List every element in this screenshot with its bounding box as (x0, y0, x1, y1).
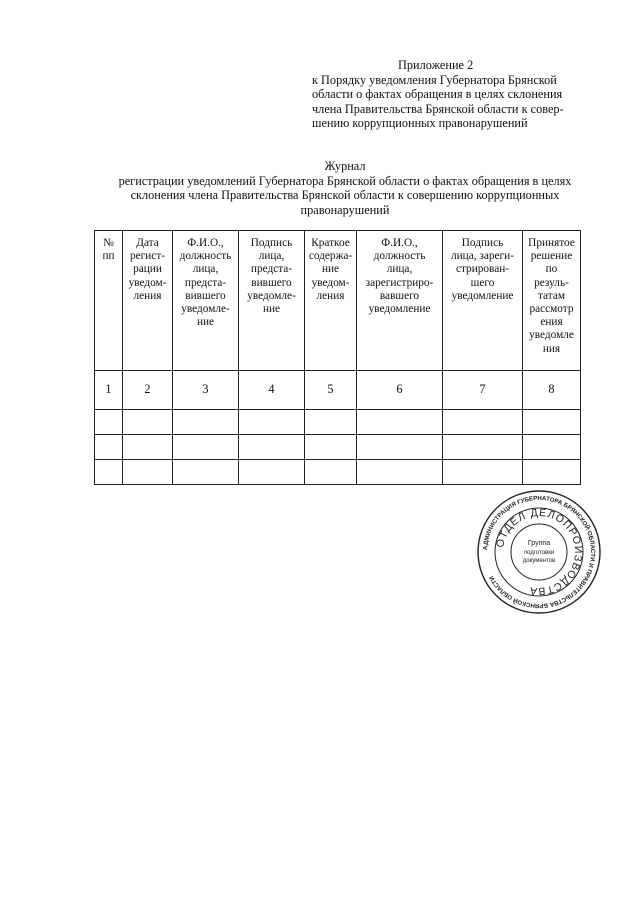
table-row (95, 410, 581, 435)
column-number: 8 (523, 371, 581, 410)
table-cell (173, 460, 239, 485)
registration-table (94, 230, 581, 485)
table-cell (239, 410, 305, 435)
header-registrar-signature: Подпись лица, зареги- стрирован- шего уведомление (443, 231, 523, 371)
table-header-row (95, 231, 581, 371)
table-row (95, 435, 581, 460)
seal-center-line: Группа (527, 540, 551, 547)
table-cell (95, 460, 123, 485)
column-number: 5 (305, 371, 357, 410)
table-cell (357, 410, 443, 435)
official-seal (476, 489, 602, 615)
column-number: 2 (123, 371, 173, 410)
table-cell (95, 410, 123, 435)
header-number: № пп (95, 231, 123, 371)
appendix-title: Приложение 2 (398, 58, 474, 72)
header-submitter-signature: Подпись лица, предста- вившего уведомле- ние (239, 231, 305, 371)
seal-center-line: документов (522, 558, 556, 564)
table-cell (123, 435, 173, 460)
table-cell (95, 435, 123, 460)
journal-subtitle-line: склонения члена Правительства Брянской области к совершению коррупционных (130, 188, 560, 202)
table-number-row (95, 371, 581, 410)
seal-inner-text: ОТДЕЛ ДЕЛОПРОИЗВОДСТВА (494, 506, 585, 598)
column-number: 6 (357, 371, 443, 410)
appendix-line: области о фактах обращения в целях склонения (312, 87, 563, 101)
journal-heading (100, 159, 590, 217)
table-cell (239, 460, 305, 485)
column-number: 4 (239, 371, 305, 410)
column-number: 7 (443, 371, 523, 410)
table-cell (523, 435, 581, 460)
table-cell (239, 435, 305, 460)
table-cell (305, 460, 357, 485)
journal-subtitle-line: правонарушений (300, 202, 390, 217)
journal-subtitle-line: регистрации уведомлений Губернатора Брянской области о фактах обращения в целях (118, 173, 572, 188)
column-number: 1 (95, 371, 123, 410)
table-cell (173, 410, 239, 435)
header-summary: Краткое содержа- ние уведом- ления (305, 231, 357, 371)
appendix-block (312, 58, 582, 131)
table-cell (443, 460, 523, 485)
appendix-line: к Порядку уведомления Губернатора Брянской (312, 72, 557, 87)
table-cell (305, 410, 357, 435)
seal-outer-text: АДМИНИСТРАЦИЯ ГУБЕРНАТОРА БРЯНСКОЙ ОБЛАСТИ И ПРАВИТЕЛЬСТВА БРЯНСКОЙ ОБЛАСТИ (482, 494, 597, 610)
column-number: 3 (173, 371, 239, 410)
header-registrar-name: Ф.И.О., должность лица, зарегистриро- вавшего уведомление (357, 231, 443, 371)
table-cell (443, 435, 523, 460)
table-cell (443, 410, 523, 435)
journal-title: Журнал (324, 159, 366, 173)
header-decision: Принятое решение по резуль- татам рассмотр ения уведомле ния (523, 231, 581, 371)
table-cell (523, 460, 581, 485)
appendix-line: шению коррупционных правонарушений (312, 116, 528, 130)
table-cell (173, 435, 239, 460)
table-row (95, 460, 581, 485)
appendix-line: члена Правительства Брянской области к совер- (312, 101, 564, 116)
table-cell (305, 435, 357, 460)
table-cell (357, 435, 443, 460)
table-cell (123, 410, 173, 435)
table-cell (357, 460, 443, 485)
header-submitter-name: Ф.И.О., должность лица, предста- вившего уведомле- ние (173, 231, 239, 371)
table-cell (123, 460, 173, 485)
seal-center-line: подготовки (523, 550, 555, 556)
header-registration-date: Дата регист- рации уведом- ления (123, 231, 173, 371)
table-cell (523, 410, 581, 435)
